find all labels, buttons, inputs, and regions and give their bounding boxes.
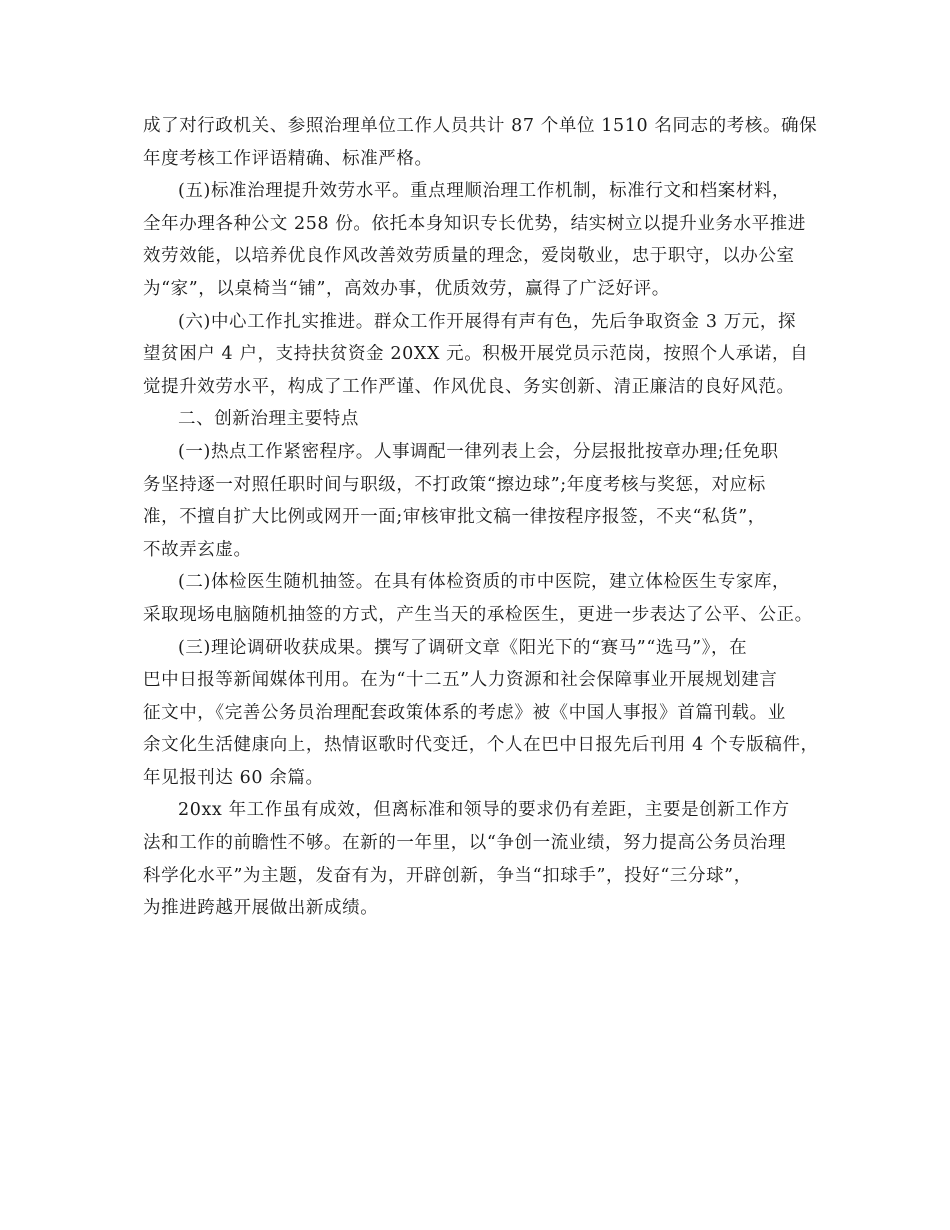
text-line: 科学化水平”为主题，发奋有为，开辟创新，争当“扣球手”，投好“三分球”， <box>143 865 752 886</box>
section-heading <box>143 403 813 436</box>
document-page <box>143 110 819 925</box>
text-line: 余文化生活健康向上，热情讴歌时代变迁，个人在巴中日报先后刊用 4 个专版稿件， <box>143 735 819 756</box>
text-line: 准，不擅自扩大比例或网开一面;审核审批文稿一律按程序报签，不夹“私货”， <box>143 507 766 528</box>
text-line: 全年办理各种公文 258 份。依托本身知识专长优势，结实树立以提升业务水平推进 <box>143 213 806 234</box>
paragraph-central-work <box>143 306 813 404</box>
text-line: 效劳效能，以培养优良作风改善效劳质量的理念，爱岗敬业，忠于职守，以办公室 <box>143 246 795 267</box>
text-line: 为“家”，以桌椅当“铺”，高效办事，优质效劳，赢得了广泛好评。 <box>143 278 670 299</box>
text-line: 二、创新治理主要特点 <box>178 409 359 430</box>
paragraph-research <box>143 632 819 795</box>
text-line: 巴中日报等新闻媒体刊用。在为“十二五”人力资源和社会保障事业开展规划建言 <box>143 670 778 691</box>
text-line: (一)热点工作紧密程序。人事调配一律列表上会，分层报批按章办理;任免职 <box>178 441 779 462</box>
paragraph-service-level <box>143 175 813 305</box>
text-line: 年见报刊达 60 余篇。 <box>143 767 324 788</box>
paragraph-hotspot-work <box>143 436 813 566</box>
text-line: (五)标准治理提升效劳水平。重点理顺治理工作机制，标准行文和档案材料， <box>178 181 791 202</box>
text-line: (二)体检医生随机抽签。在具有体检资质的市中医院，建立体检医生专家库， <box>178 572 791 593</box>
paragraph-medical-draw <box>143 566 813 631</box>
text-line: 20xx 年工作虽有成效，但离标准和领导的要求仍有差距，主要是创新工作方 <box>178 800 790 821</box>
paragraph-assessment-end <box>143 110 818 175</box>
text-line: 法和工作的前瞻性不够。在新的一年里，以“争创一流业绩，努力提高公务员治理 <box>143 833 787 854</box>
text-line: 觉提升效劳水平，构成了工作严谨、作风优良、务实创新、清正廉洁的良好风范。 <box>143 376 795 397</box>
text-line: 不故弄玄虚。 <box>143 539 252 560</box>
text-line: 为推进跨越开展做出新成绩。 <box>143 898 379 919</box>
text-line: (六)中心工作扎实推进。群众工作开展得有声有色，先后争取资金 3 万元，探 <box>178 311 797 332</box>
text-line: 征文中，《完善公务员治理配套政策体系的考虑》被《中国人事报》首篇刊载。业 <box>143 702 786 723</box>
text-line: 望贫困户 4 户，支持扶贫资金 20XX 元。积极开展党员示范岗，按照个人承诺，自 <box>143 344 809 365</box>
text-line: 年度考核工作评语精确、标准严格。 <box>143 148 433 169</box>
text-line: 务坚持逐一对照任职时间与职级，不打政策“擦边球”;年度考核与奖惩，对应标 <box>143 474 766 495</box>
text-line: 成了对行政机关、参照治理单位工作人员共计 87 个单位 1510 名同志的考核。确保 <box>143 116 818 136</box>
text-line: (三)理论调研收获成果。撰写了调研文章《阳光下的“赛马”“选马”》，在 <box>178 637 748 658</box>
text-line: 采取现场电脑随机抽签的方式，产生当天的承检医生，更进一步表达了公平、公正。 <box>143 604 813 625</box>
paragraph-conclusion <box>143 794 813 924</box>
